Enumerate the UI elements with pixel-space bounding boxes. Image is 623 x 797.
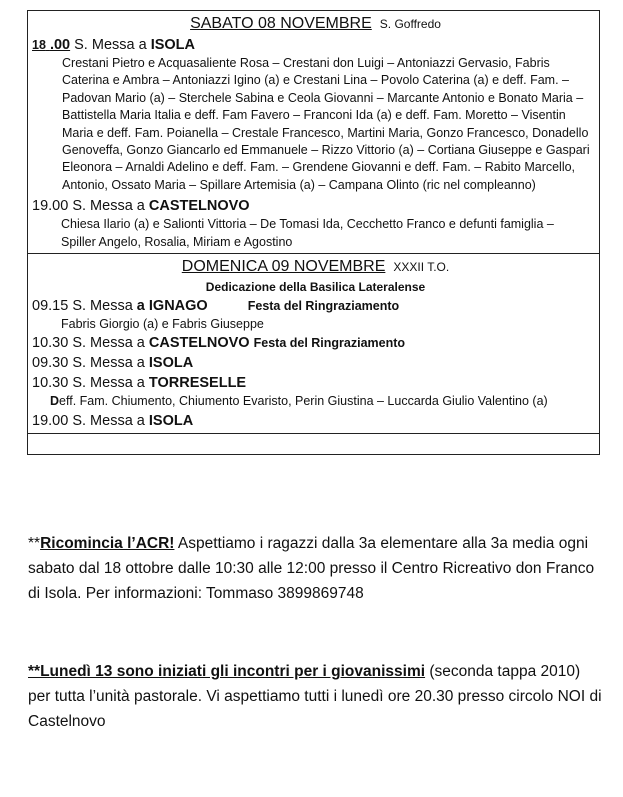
- mass-place: TORRESELLE: [148, 375, 247, 392]
- saturday-section: [28, 11, 599, 254]
- mass-entry: [32, 296, 599, 316]
- feast-note: Festa del Ringraziamento: [253, 336, 406, 351]
- mass-entry: [32, 333, 599, 353]
- mass-entry: [32, 35, 599, 55]
- mass-time: 10.30: [32, 375, 69, 392]
- mass-label: S. Messa a: [74, 37, 147, 53]
- mass-label: S. Messa: [72, 298, 133, 315]
- mass-label: S. Messa a: [72, 335, 145, 352]
- day-heading: [32, 13, 599, 35]
- note-prefix: **: [28, 535, 41, 552]
- mass-place: a IGNAGO: [136, 298, 208, 315]
- intentions-initial: D: [50, 394, 60, 409]
- day-title: SABATO 08 NOVEMBRE: [190, 15, 372, 32]
- note-highlight: **Lunedì 13 sono iniziati gli incontri per i giovanissimi: [28, 663, 426, 680]
- day-title: DOMENICA 09 NOVEMBRE: [181, 258, 386, 276]
- acr-announcement: [28, 531, 603, 606]
- intentions-list: Fabris Giorgio (a) e Fabris Giuseppe: [61, 317, 264, 332]
- mass-place: CASTELNOVO: [148, 198, 250, 215]
- feast-subtitle: Dedicazione della Basilica Lateralense: [205, 280, 426, 295]
- mass-schedule-table: [27, 10, 600, 455]
- mass-time: 19.00: [32, 412, 69, 429]
- mass-entry: [32, 353, 599, 373]
- giovanissimi-announcement: [28, 659, 603, 734]
- note-text: (seconda tappa 2010) per tutta l’unità pastorale. Vi aspettiamo tutti i lunedì ore 20.30 presso circolo NOI di Castelnovo: [28, 663, 602, 730]
- intentions-list: Crestani Pietro e Acquasaliente Rosa – Crestani don Luigi – Antoniazzi Gervasio, Fabris Caterina e Ambra – Antoniazzi Igino (a) e Crestani Lina – Povolo Caterina (a) e deff. Fam. – Padovan Mario (a) – Sterchele Sabina e Ceola Giovanni – Marcante Antonio e Bonato Maria – Battistella Maria Italia e deff. Fam Favero – Franconi Ida (a) e deff. Fam. Moretto – Visentin Maria e deff. Fam. Poianella – Crestale Francesco, Martini Maria, Gonzo Francesco, Donadello Genoveffa, Gonzo Giancarlo ed Emmanuele – Rizzo Vittorio (a) – Cortiana Giuseppe e Gaspari Eleonora – Arnaldi Adelino e deff. Fam. – Grendene Giovanni e deff. Fam. – Rabito Marcello, Antonio, Ossato Maria – Spillare Artemisia (a) – Campana Olinto (ric nel compleanno): [62, 56, 590, 192]
- mass-label: S. Messa a: [72, 375, 145, 392]
- intentions-list: [32, 393, 599, 410]
- mass-time: 09.30: [32, 355, 69, 372]
- mass-time: 09.15: [32, 298, 69, 315]
- note-text: Aspettiamo i ragazzi dalla 3a elementare alla 3a media ogni sabato dal 18 ottobre dalle 10:30 alle 12:00 presso il Centro Ricreativo don Franco di Isola. Per informazioni: Tommaso 3899869748: [28, 535, 595, 602]
- intentions-text: eff. Fam. Chiumento, Chiumento Evaristo, Perin Giustina – Luccarda Giulio Valentino (a): [59, 394, 548, 409]
- mass-place: CASTELNOVO: [148, 335, 250, 352]
- mass-place: ISOLA: [148, 355, 194, 372]
- mass-place: ISOLA: [148, 412, 194, 429]
- mass-entry: [32, 196, 599, 216]
- mass-entry: [32, 373, 599, 393]
- day-heading: [32, 256, 599, 278]
- mass-label: S. Messa a: [72, 198, 145, 215]
- empty-row: [28, 434, 599, 454]
- mass-entry: [32, 411, 599, 431]
- mass-time: 19.00: [32, 198, 69, 215]
- mass-time-minutes: .00: [49, 37, 71, 53]
- mass-time: [32, 37, 70, 53]
- mass-time: 10.30: [32, 335, 69, 352]
- mass-label: S. Messa a: [72, 355, 145, 372]
- mass-place: ISOLA: [150, 37, 196, 53]
- saint-of-day: S. Goffredo: [379, 17, 441, 31]
- mass-label: S. Messa a: [72, 412, 145, 429]
- intentions-list: Chiesa Ilario (a) e Salionti Vittoria – De Tomasi Ida, Cecchetto Franco e defunti famiglia – Spiller Angelo, Rosalia, Miriam e Agostino: [61, 217, 554, 249]
- note-highlight: Ricomincia l’ACR!: [40, 535, 175, 552]
- mass-time-hour: 18: [32, 38, 46, 52]
- feast-note: Festa del Ringraziamento: [247, 299, 400, 314]
- liturgical-time: XXXII T.O.: [393, 260, 450, 275]
- sunday-section: [28, 254, 599, 434]
